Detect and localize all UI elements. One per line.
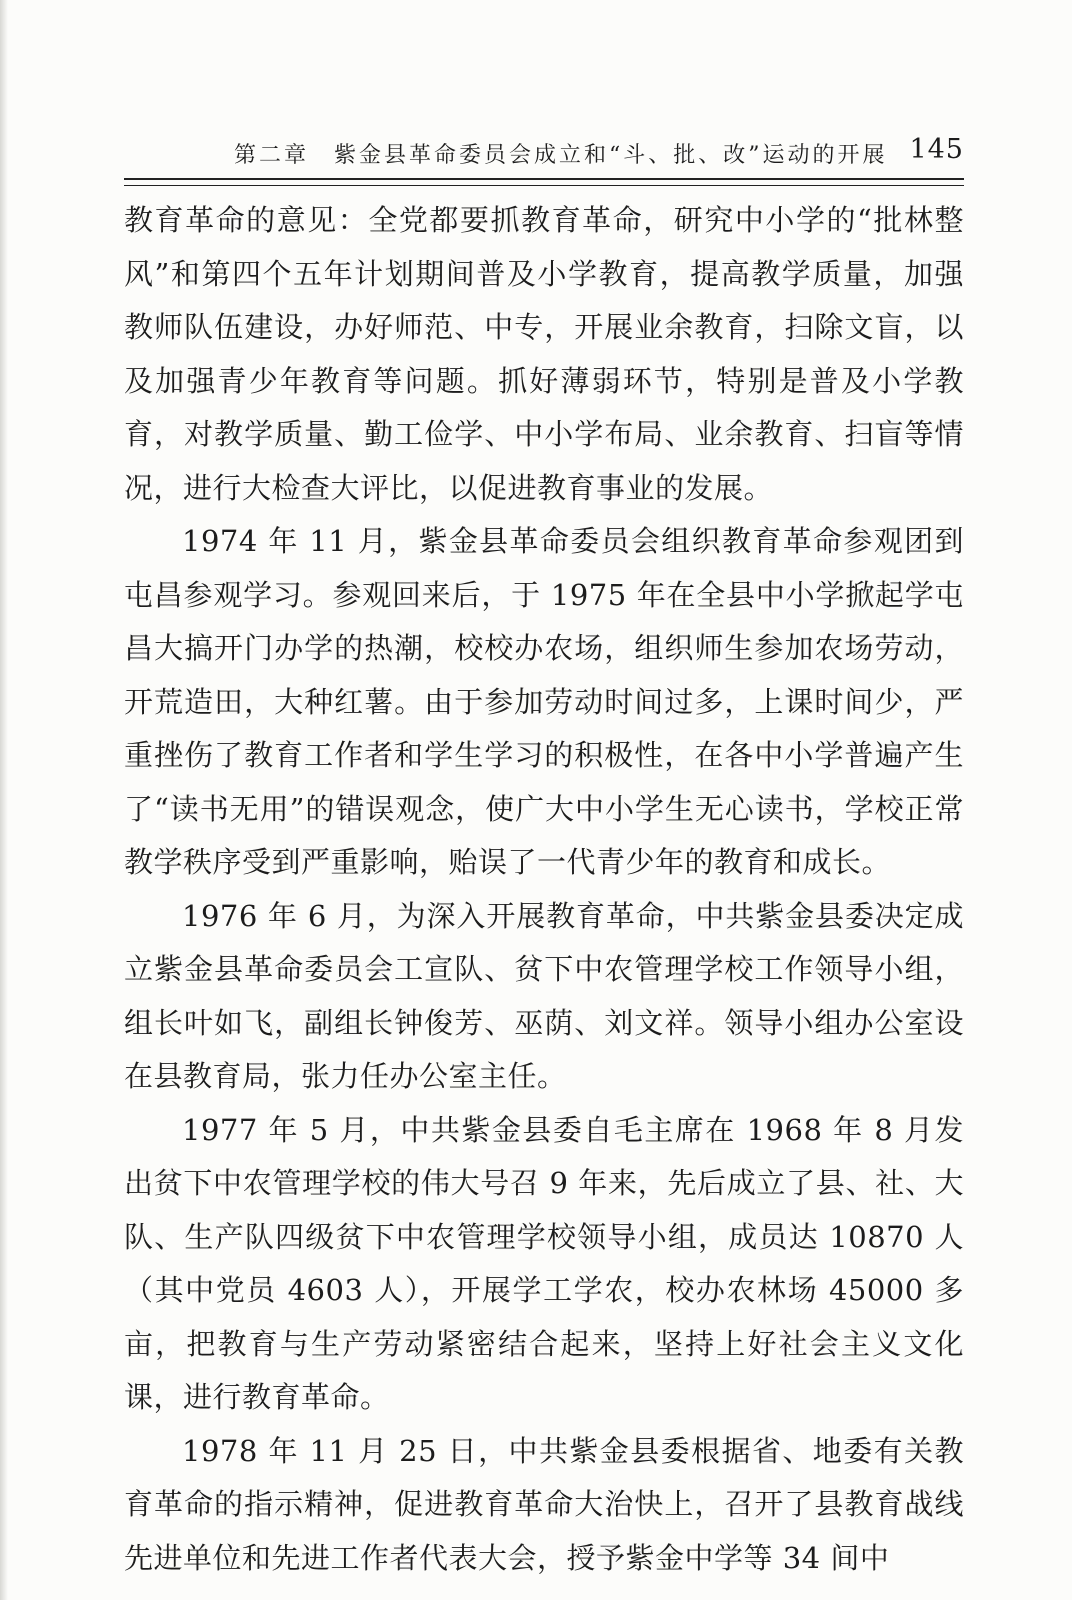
- paragraph: 1978 年 11 月 25 日，中共紫金县委根据省、地委有关教育革命的指示精神，促进教育革命大治快上，召开了县教育战线先进单位和先进工作者代表大会，授予紫金中学等 34 间中: [124, 1433, 964, 1575]
- chapter-title: 第二章 紫金县革命委员会成立和“斗、批、改”运动的开展: [234, 143, 888, 168]
- paragraph: 1976 年 6 月，为深入开展教育革命，中共紫金县委决定成立紫金县革命委员会工宣队、贫下中农管理学校工作领导小组，组长叶如飞，副组长钟俊芳、巫荫、刘文祥。领导小组办公室设在县教育局，张力任办公室主任。: [124, 898, 964, 1093]
- paragraph: 1977 年 5 月，中共紫金县委自毛主席在 1968 年 8 月发出贫下中农管理学校的伟大号召 9 年来，先后成立了县、社、大队、生产队四级贫下中农管理学校领导小组，成员达 10870 人（其中党员 4603 人），开展学工学农，校办农林场 45000 多亩，把教育与生产劳动紧密结合起来，坚持上好社会主义文化课，进行教育革命。: [124, 1112, 964, 1414]
- paragraph: 1974 年 11 月，紫金县革命委员会组织教育革命参观团到屯昌参观学习。参观回来后，于 1975 年在全县中小学掀起学屯昌大搞开门办学的热潮，校校办农场，组织师生参加农场劳动，开荒造田，大种红薯。由于参加劳动时间过多，上课时间少，严重挫伤了教育工作者和学生学习的积极性，在各中小学普遍产生了“读书无用”的错误观念，使广大中小学生无心读书，学校正常教学秩序受到严重影响，贻误了一代青少年的教育和成长。: [124, 524, 964, 879]
- paragraph-continued: 教育革命的意见：全党都要抓教育革命，研究中小学的“批林整风”和第四个五年计划期间普及小学教育，提高教学质量，加强教师队伍建设，办好师范、中专，开展业余教育，扫除文盲，以及加强青少年教育等问题。抓好薄弱环节，特别是普及小学教育，对教学质量、勤工俭学、中小学布局、业余教育、扫盲等情况，进行大检查大评比，以促进教育事业的发展。: [124, 203, 964, 505]
- page-edge-shadow: [0, 0, 8, 1600]
- running-head: [124, 130, 964, 170]
- header-rule: [124, 178, 964, 186]
- page-number: 145: [909, 134, 964, 165]
- body-text: [124, 194, 964, 1585]
